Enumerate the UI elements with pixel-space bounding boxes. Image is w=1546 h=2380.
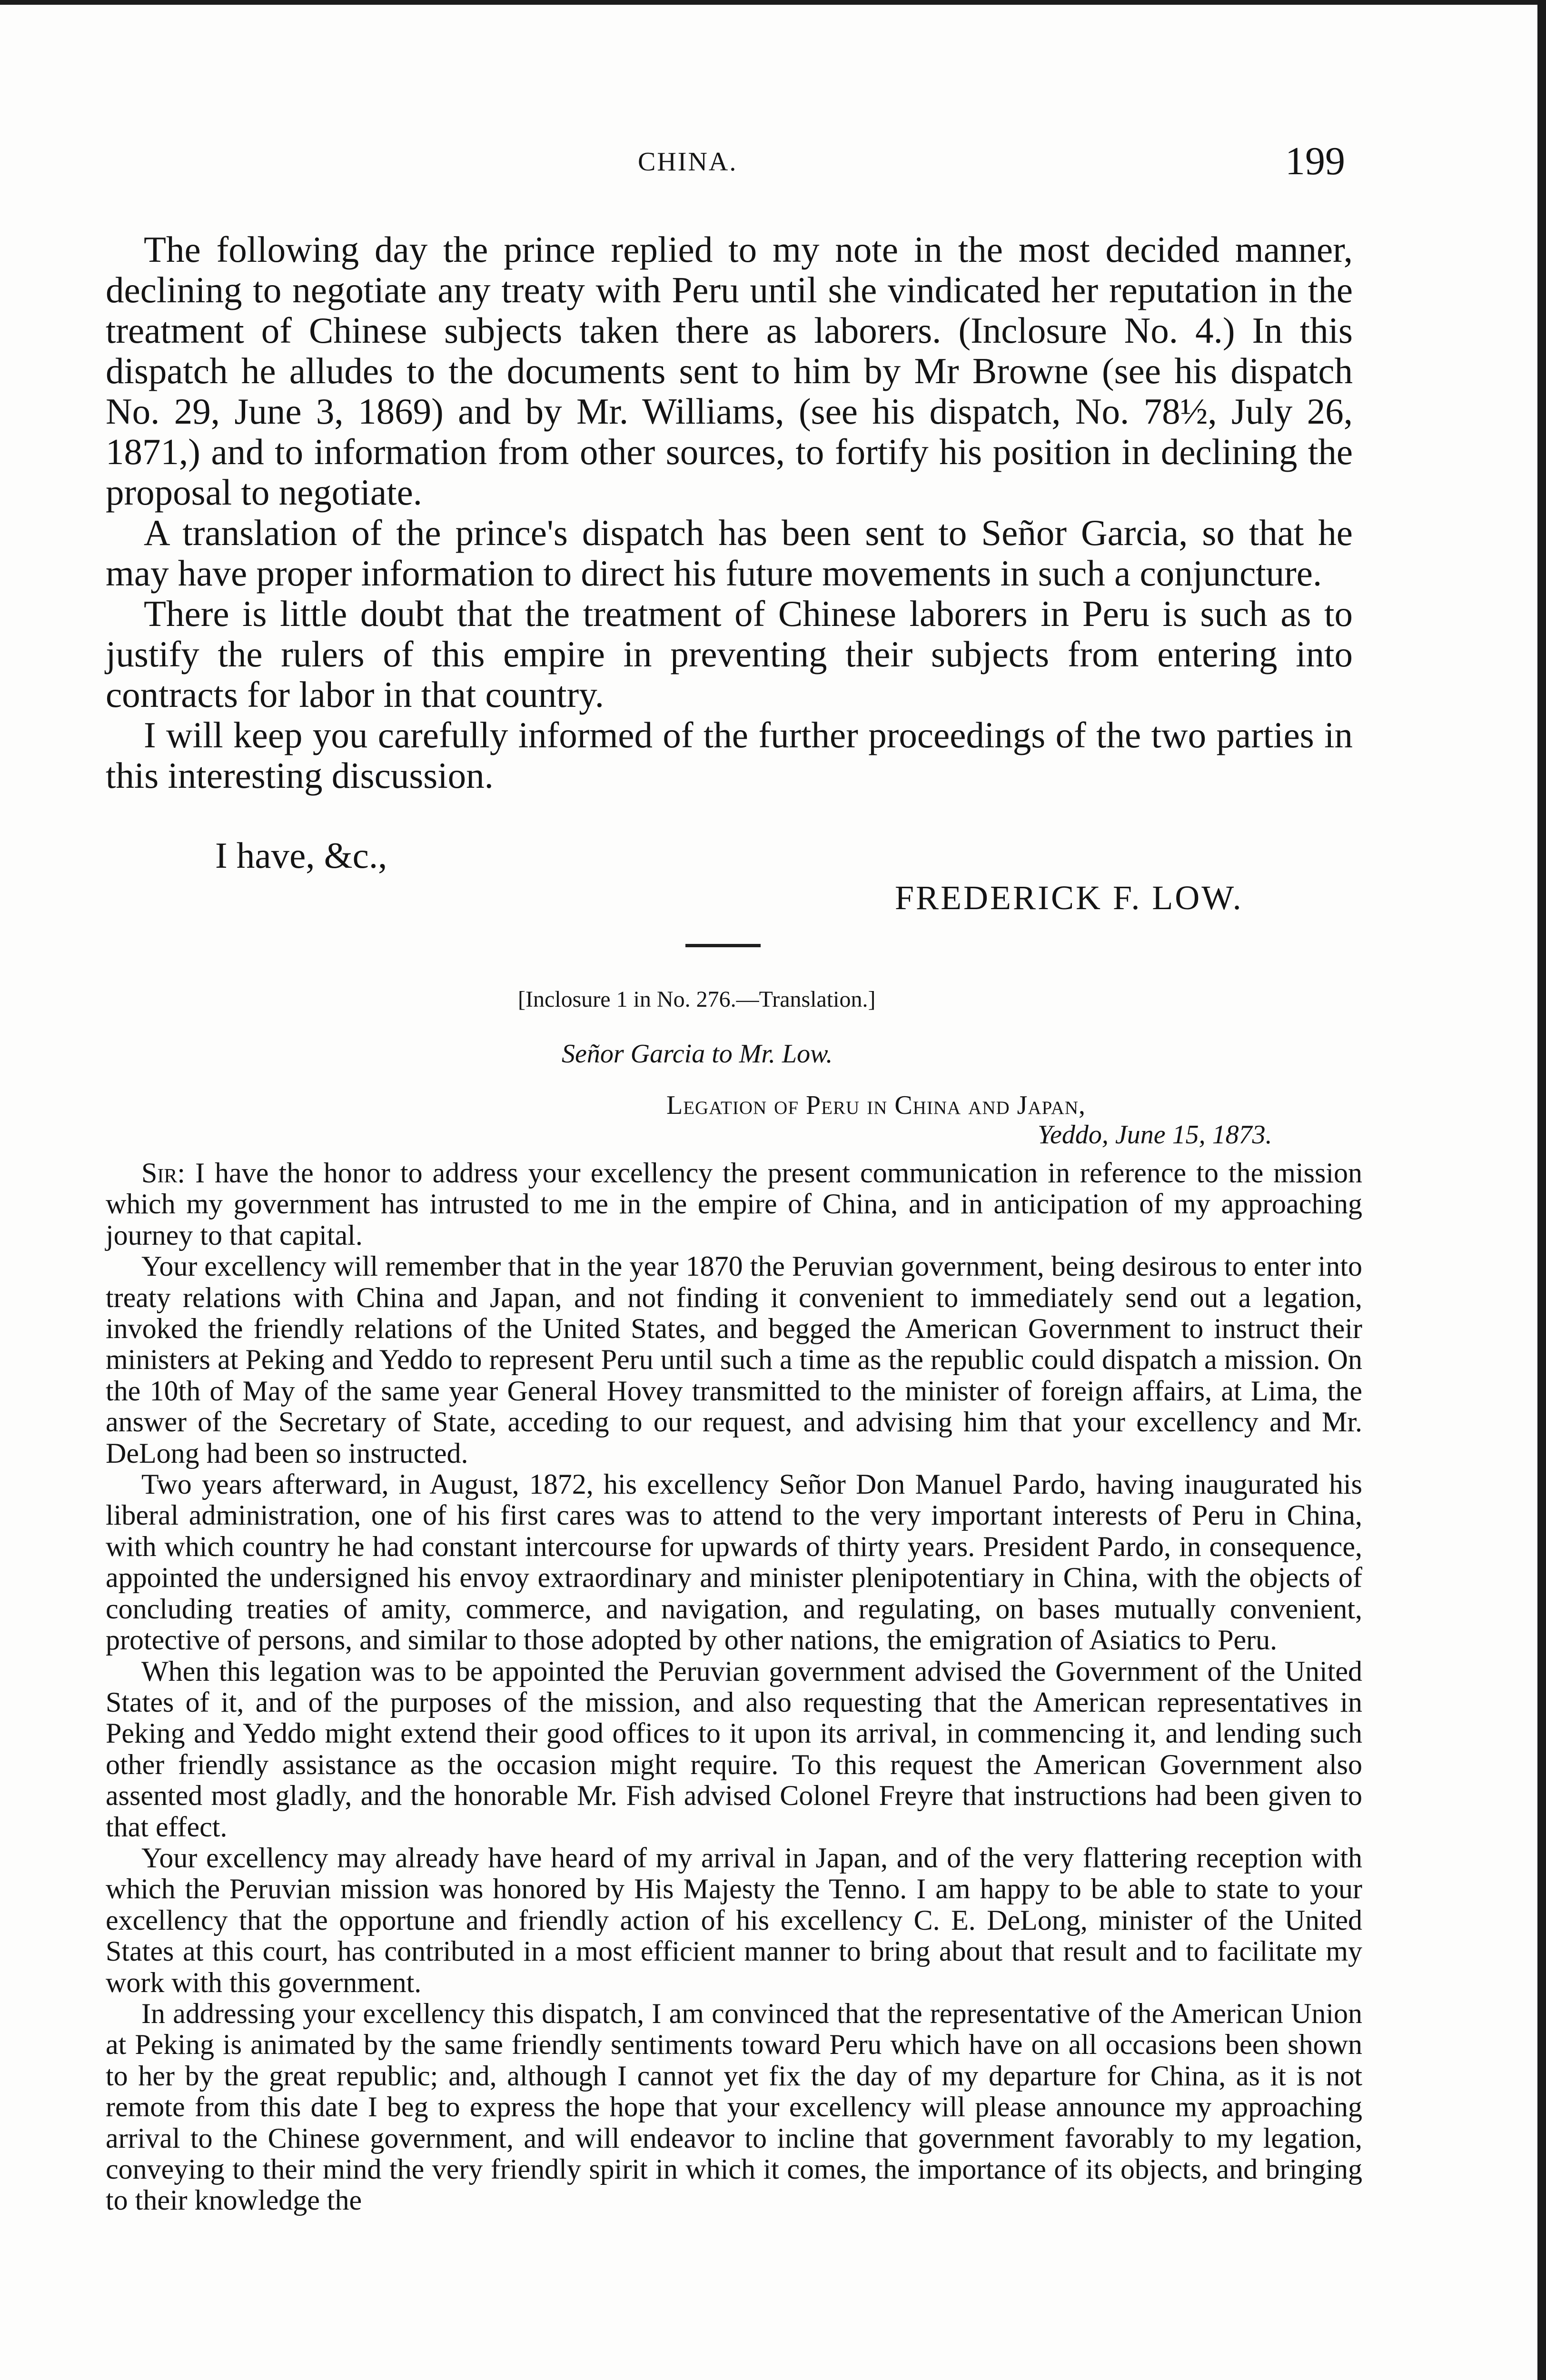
letter-heading: Señor Garcia to Mr. Low. [562, 1039, 833, 1069]
letter-date [1038, 1120, 1272, 1150]
dispatch-signature: FREDERICK F. LOW. [895, 879, 1243, 917]
letter-paragraph: Your excellency will remember that in the year 1870 the Peruvian government, being desirous to enter into treaty relations with China and Japan, and not finding it convenient to immediately send out a legation, invoked the friendly relations of the United States, and begged the American Government to instruct their ministers at Peking and Yeddo to represent Peru until such a time as the republic could dispatch a mission. On the 10th of May of the same year General Hovey transmitted to the minister of foreign affairs, at Lima, the answer of the Secretary of State, acceding to our request, and advising him that your excellency and Mr. DeLong had been so instructed. [106, 1250, 1362, 1469]
letter-paragraph [106, 1158, 1362, 1251]
dispatch-paragraph: The following day the prince replied to my note in the most decided manner, declining to negotiate any treaty with Peru until she vindicated her reputation in the treatment of Chinese subjects taken there as laborers. (Inclosure No. 4.) In this dispatch he alludes to the documents sent to him by Mr Browne (see his dispatch No. 29, June 3, 1869) and by Mr. Williams, (see his dispatch, No. 78½, July 26, 1871,) and to information from other sources, to fortify his position in declining the proposal to negotiate. [106, 229, 1353, 513]
dispatch-body [106, 229, 1353, 796]
letter-date-text: Yeddo, June 15, 1873. [1038, 1120, 1272, 1150]
scan-right-edge [1537, 0, 1546, 2380]
letter-paragraph: When this legation was to be appointed the Peruvian government advised the Government of the United States of it, and of the purposes of the mission, and also requesting that the American representatives in Peking and Yeddo might extend their good offices to it upon its arrival, in commencing it, and lending such other friendly assistance as the occasion might require. To this request the American Government also assented most gladly, and the honorable Mr. Fish advised Colonel Freyre that instructions had been given to that effect. [106, 1655, 1362, 1843]
scan-top-edge [0, 0, 1546, 5]
dispatch-closing: I have, &c., [215, 835, 387, 876]
letter-salutation: Sir: [141, 1157, 186, 1189]
page-number: 199 [1285, 139, 1345, 183]
section-divider [685, 944, 761, 947]
letter-first-paragraph: I have the honor to address your excellency the present communication in reference to the mission which my government has intrusted to me in the empire of China, and in anticipation of my approaching journey to that capital. [106, 1157, 1363, 1251]
letter-place: Legation of Peru in China and Japan, [666, 1091, 1086, 1120]
letter-body [106, 1158, 1362, 2216]
dispatch-paragraph: I will keep you carefully informed of the further proceedings of the two parties in this interesting discussion. [106, 714, 1353, 796]
inclosure-caption: [Inclosure 1 in No. 276.—Translation.] [518, 987, 876, 1012]
letter-paragraph: In addressing your excellency this dispatch, I am convinced that the representative of the American Union at Peking is animated by the same friendly sentiments toward Peru which have on all occasions been shown to her by the great republic; and, although I cannot yet fix the day of my departure for China, as it is not remote from this date I beg to express the hope that your excellency will please announce my approaching arrival to the Chinese government, and will endeavor to incline that government favorably to my legation, conveying to their mind the very friendly spirit in which it comes, the importance of its objects, and bringing to their knowledge the [106, 1997, 1362, 2216]
running-header-title: CHINA. [638, 147, 738, 177]
letter-paragraph: Two years afterward, in August, 1872, his excellency Señor Don Manuel Pardo, having inaugurated his liberal administration, one of his first cares was to attend to the very important interests of Peru in China, with which country he had constant intercourse for upwards of thirty years. President Pardo, in consequence, appointed the undersigned his envoy extraordinary and minister plenipotentiary in China, with the objects of concluding treaties of amity, commerce, and navigation, and regulating, on bases mutually convenient, protective of persons, and similar to those adopted by other nations, the emigration of Asiatics to Peru. [106, 1468, 1362, 1656]
dispatch-paragraph: There is little doubt that the treatment of Chinese laborers in Peru is such as to justify the rulers of this empire in preventing their subjects from entering into contracts for labor in that country. [106, 593, 1353, 715]
dispatch-paragraph: A translation of the prince's dispatch has been sent to Señor Garcia, so that he may have proper information to direct his future movements in such a conjuncture. [106, 512, 1353, 594]
letter-paragraph: Your excellency may already have heard of my arrival in Japan, and of the very flattering reception with which the Peruvian mission was honored by His Majesty the Tenno. I am happy to be able to state to your excellency that the opportune and friendly action of his excellency C. E. DeLong, minister of the United States at this court, has contributed in a most efficient manner to bring about that result and to facilitate my work with this government. [106, 1842, 1362, 1998]
